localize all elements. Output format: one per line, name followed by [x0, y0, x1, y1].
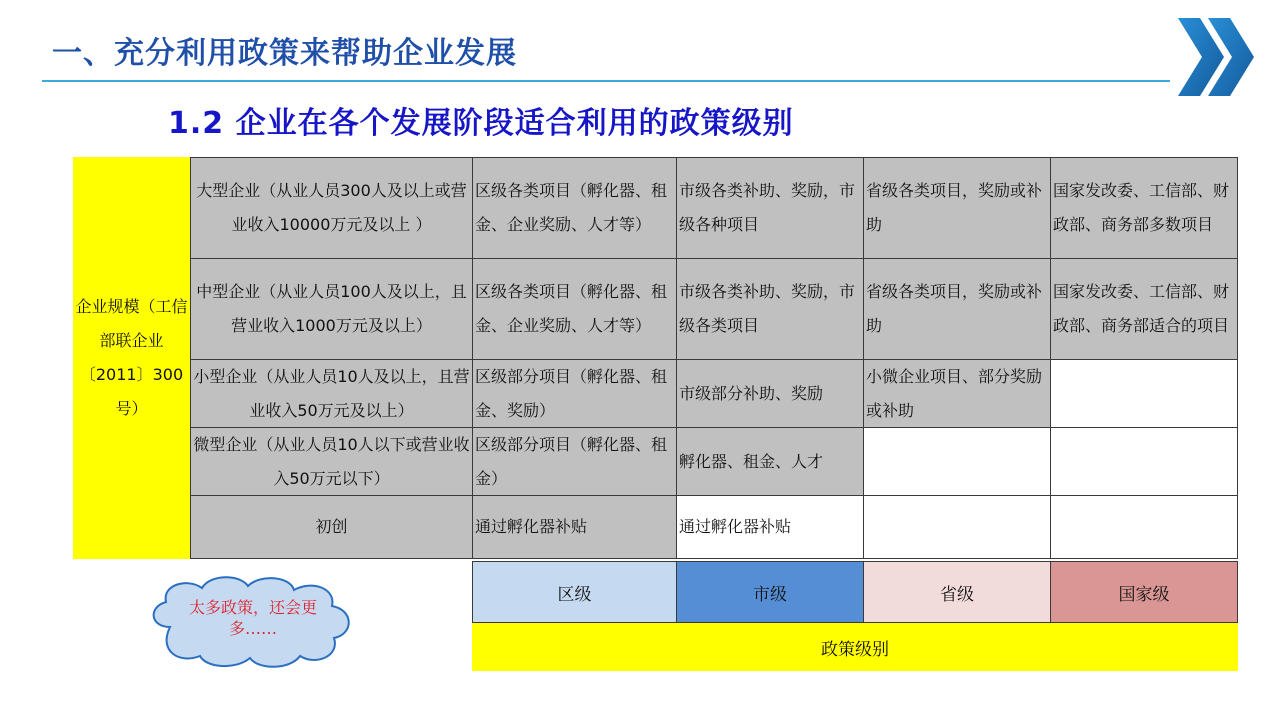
category-cell-startup: 初创: [190, 495, 473, 559]
district-cell-medium: 区级各类项目（孵化器、租金、企业奖励、人才等）: [472, 258, 677, 360]
district-cell-small: 区级部分项目（孵化器、租金、奖励）: [472, 359, 677, 428]
level-national: 国家级: [1050, 561, 1238, 623]
national-cell-small: [1050, 359, 1238, 428]
district-cell-micro: 区级部分项目（孵化器、租金）: [472, 427, 677, 496]
title-divider: [42, 80, 1170, 82]
level-province: 省级: [863, 561, 1051, 623]
national-cell-medium: 国家发改委、工信部、财政部、商务部适合的项目: [1050, 258, 1238, 360]
section-subtitle: 1.2 企业在各个发展阶段适合利用的政策级别: [168, 106, 794, 141]
district-cell-large: 区级各类项目（孵化器、租金、企业奖励、人才等）: [472, 157, 677, 259]
city-cell-small: 市级部分补助、奖励: [676, 359, 864, 428]
level-district: 区级: [472, 561, 677, 623]
city-cell-medium: 市级各类补助、奖励，市级各类项目: [676, 258, 864, 360]
double-chevron-icon: [1178, 18, 1258, 96]
city-cell-large: 市级各类补助、奖励，市级各种项目: [676, 157, 864, 259]
province-cell-large: 省级各类项目，奖励或补助: [863, 157, 1051, 259]
province-cell-medium: 省级各类项目，奖励或补助: [863, 258, 1051, 360]
page-title: 一、充分利用政策来帮助企业发展: [52, 36, 517, 71]
cloud-callout-text: 太多政策，还会更多……: [188, 598, 317, 638]
category-cell-micro: 微型企业（从业人员10人以下或营业收入50万元以下）: [190, 427, 473, 496]
province-cell-startup: [863, 495, 1051, 559]
category-cell-medium: 中型企业（从业人员100人及以上，且营业收入1000万元及以上）: [190, 258, 473, 360]
national-cell-large: 国家发改委、工信部、财政部、商务部多数项目: [1050, 157, 1238, 259]
city-cell-micro: 孵化器、租金、人才: [676, 427, 864, 496]
national-cell-startup: [1050, 495, 1238, 559]
category-cell-large: 大型企业（从业人员300人及以上或营业收入10000万元及以上 ）: [190, 157, 473, 259]
level-city: 市级: [676, 561, 864, 623]
district-cell-startup: 通过孵化器补贴: [472, 495, 677, 559]
row-header-enterprise-scale: 企业规模（工信部联企业〔2011〕300号）: [73, 157, 190, 559]
province-cell-small: 小微企业项目、部分奖励或补助: [863, 359, 1051, 428]
policy-level-axis-label: 政策级别: [472, 623, 1238, 671]
city-cell-startup: 通过孵化器补贴: [676, 495, 864, 559]
province-cell-micro: [863, 427, 1051, 496]
category-cell-small: 小型企业（从业人员10人及以上，且营业收入50万元及以上）: [190, 359, 473, 428]
national-cell-micro: [1050, 427, 1238, 496]
